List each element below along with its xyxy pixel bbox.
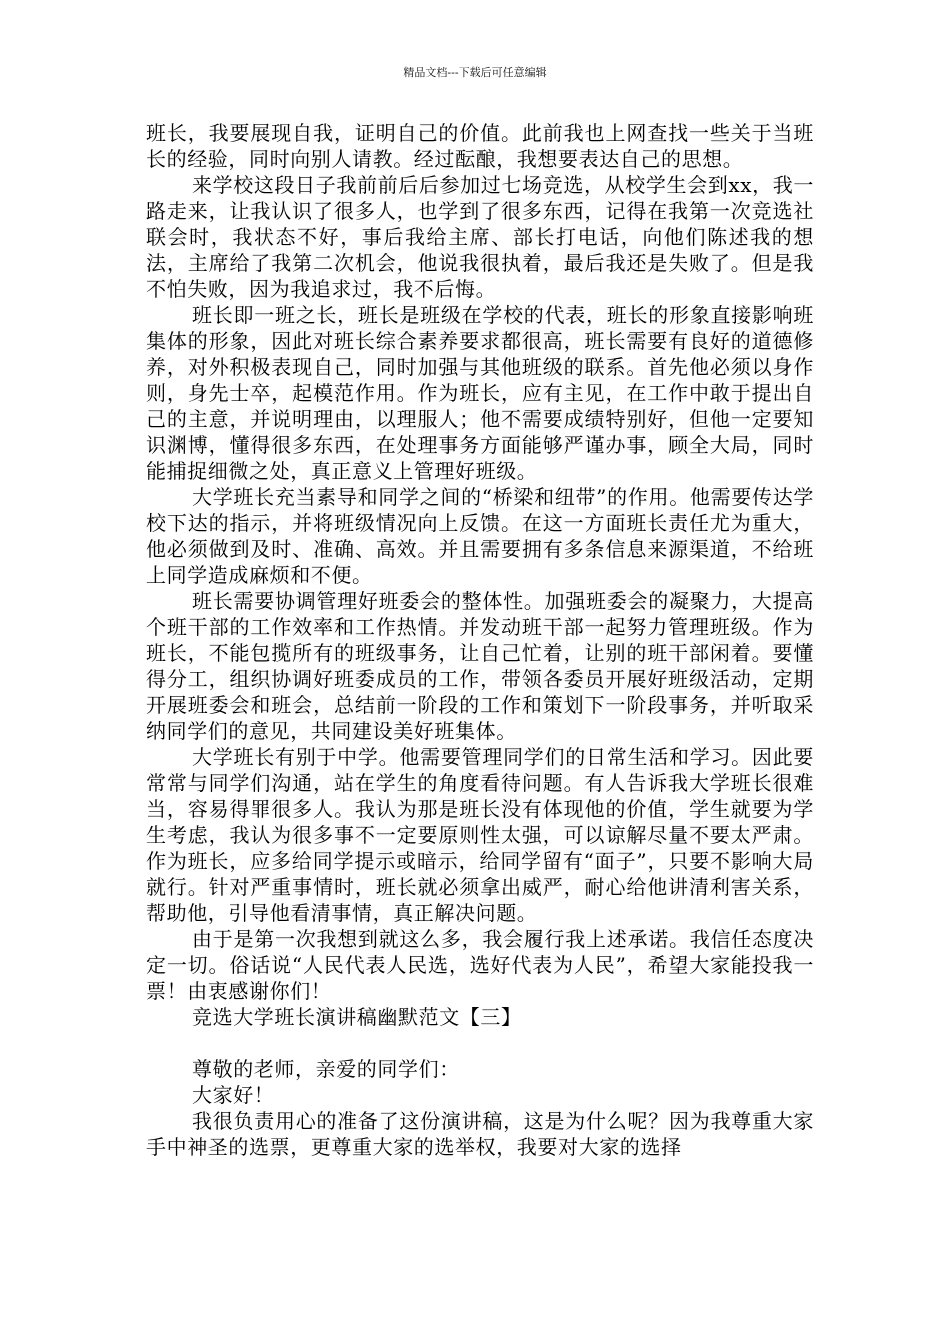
document-body xyxy=(146,120,814,1160)
page-header: 精品文档---下载后可任意编辑 xyxy=(403,66,547,79)
paragraph-committee-coordination: 班长需要协调管理好班委会的整体性。加强班委会的凝聚力，大提高个班干部的工作效率和工作热情。并发动班干部一起努力管理班级。作为班长，不能包揽所有的班级事务，让自己忙着，让别的班干部闲着。要懂得分工，组织协调好班委成员的工作，带领各委员开展好班级活动，定期开展班委会和班会，总结前一阶段的工作和策划下一阶段事务，并听取采纳同学们的意见，共同建设美好班集体。 xyxy=(146,589,814,743)
blank-line xyxy=(146,1030,814,1056)
paragraph-bridge-role: 大学班长充当素导和同学之间的“桥梁和纽带”的作用。他需要传达学校下达的指示，并将班级情况向上反馈。在这一方面班长责任尤为重大，他必须做到及时、准确、高效。并且需要拥有多条信息来源渠道，不给班上同学造成麻烦和不便。 xyxy=(146,485,814,587)
paragraph-monitor-role: 班长即一班之长，班长是班级在学校的代表，班长的形象直接影响班集体的形象，因此对班长综合素养要求都很高，班长需要有良好的道德修养，对外积极表现自己，同时加强与其他班级的联系。首先他必须以身作则，身先士卒，起模范作用。作为班长，应有主见，在工作中敢于提出自己的主意，并说明理由，以理服人；他不需要成绩特别好，但他一定要知识渊博，懂得很多东西，在处理事务方面能够严谨办事，顾全大局，同时能捕捉细微之处，真正意义上管理好班级。 xyxy=(146,303,814,483)
salutation: 尊敬的老师，亲爱的同学们： xyxy=(192,1057,460,1081)
paragraph-campaign-experience: 来学校这段日子我前前后后参加过七场竞选，从校学生会到xx，我一路走来，让我认识了很多人，也学到了很多东西，记得在我第一次竞选社联会时，我状态不好，事后我给主席、部长打电话，向他们陈述我的想法，主席给了我第二次机会，他说我很执着，最后我还是失败了。但是我不怕失败，因为我追求过，我不后悔。 xyxy=(146,173,814,301)
paragraph-continuation: 班长，我要展现自我，证明自己的价值。此前我也上网查找一些关于当班长的经验，同时向别人请教。经过酝酿，我想要表达自己的思想。 xyxy=(146,121,814,171)
section-title: 竞选大学班长演讲稿幽默范文【三】 xyxy=(192,1005,522,1029)
paragraph-university-difference: 大学班长有别于中学。他需要管理同学们的日常生活和学习。因此要常常与同学们沟通，站在学生的角度看待问题。有人告诉我大学班长很难当，容易得罪很多人。我认为那是班长没有体现他的价值，学生就要为学生考虑，我认为很多事不一定要原则性太强，可以谅解尽量不要太严肃。作为班长，应多给同学提示或暗示，给同学留有“面子”，只要不影响大局就行。针对严重事情时，班长就必须拿出威严，耐心给他讲清利害关系，帮助他，引导他看清事情，真正解决问题。 xyxy=(146,745,814,925)
paragraph-closing: 由于是第一次我想到就这么多，我会履行我上述承诺。我信任态度决定一切。俗话说“人民代表人民选，选好代表为人民”，希望大家能投我一票！由衷感谢你们！ xyxy=(146,927,814,1003)
greeting: 大家好！ xyxy=(192,1083,275,1107)
paragraph-opening: 我很负责用心的准备了这份演讲稿，这是为什么呢？因为我尊重大家手中神圣的选票，更尊重大家的选举权，我要对大家的选择 xyxy=(146,1109,814,1159)
